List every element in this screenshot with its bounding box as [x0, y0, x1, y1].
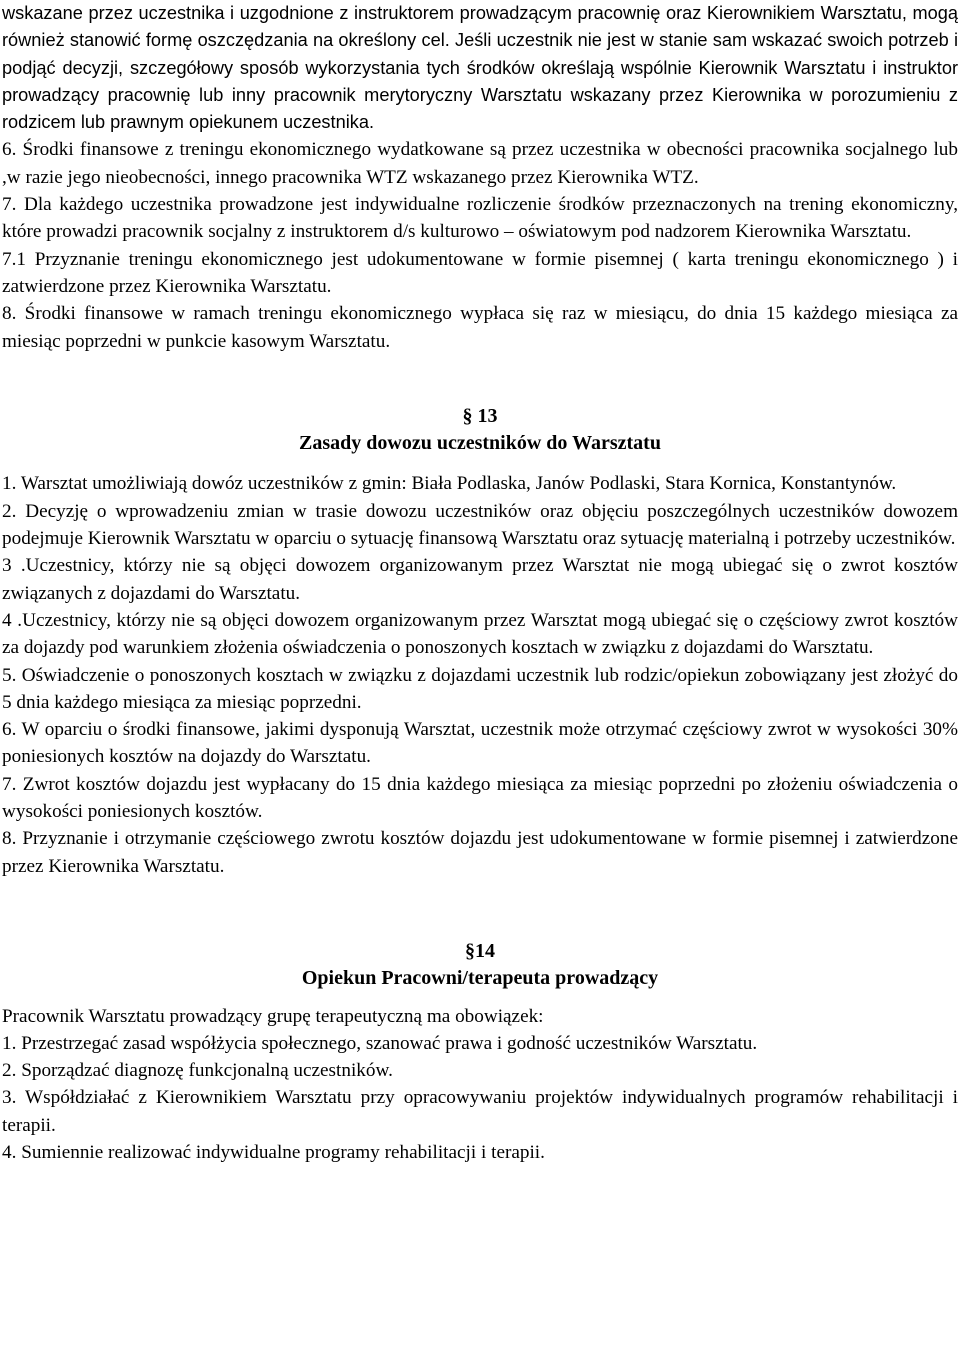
section-14-intro: Pracownik Warsztatu prowadzący grupę terapeutyczną ma obowiązek:: [2, 1005, 544, 1027]
section-14-number: [2, 938, 958, 965]
paragraph-7: 7. Dla każdego uczestnika prowadzone jest indywidualne rozliczenie środków przeznaczonych na trening ekonomiczny, które prowadzi pracownik socjalny z instruktorem d/s kulturowo – oświatowym pod nadzorem Kierownika Warsztatu.: [2, 194, 958, 243]
section-14-title: Opiekun Pracowni/terapeuta prowadzący: [301, 967, 659, 990]
section-13-item-2: 2. Decyzję o wprowadzeniu zmian w trasie dowozu uczestników oraz objęciu poszczególnych uczestników dowozem podejmuje Kierownik Warsztatu w oparciu o sytuację finansową Warsztatu oraz sytuację materialną i potrzeby uczestników.: [2, 500, 958, 550]
section-13-item-1: 1. Warsztat umożliwiają dowóz uczestników z gmin: Biała Podlaska, Janów Podlaski, Stara Kornica, Konstantynów.: [2, 473, 897, 495]
section-14: [2, 938, 958, 1166]
section-13: [2, 403, 958, 880]
section-number: 14: [475, 939, 495, 962]
section-13-item-6: 6. W oparciu o środki finansowe, jakimi dysponują Warsztat, uczestnik może otrzymać częściowy zwrot w wysokości 30% poniesionych kosztów na dojazdy do Warsztatu.: [2, 719, 958, 768]
section-sign: §: [465, 939, 475, 962]
section-13-item-7: 7. Zwrot kosztów dojazdu jest wypłacany do 15 dnia każdego miesiąca za miesiąc poprzedni po złożeniu oświadczenia o wysokości poniesionych kosztów.: [2, 773, 958, 823]
section-14-item-1: 1. Przestrzegać zasad współżycia społecznego, szanować prawa i godność uczestników Warsztatu.: [2, 1032, 758, 1054]
section-sign: §: [462, 404, 473, 427]
paragraph-continuation: wskazane przez uczestnika i uzgodnione z instruktorem prowadzącym pracownię oraz Kierownikiem Warsztatu, mogą również stanowić formę oszczędzania na określony cel. Jeśli uczestnik nie jest w stanie sam wskazać swoich potrzeb i podjąć decyzji, szczegółowy sposób wykorzystania tych środków określają wspólnie Kierownik Warsztatu i instruktor prowadzący pracownię lub inny pracownik merytoryczny Warsztatu wskazany przez Kierownika w porozumieniu z rodzicem lub prawnym opiekunem uczestnika.: [2, 3, 958, 133]
section-13-item-5: 5. Oświadczenie o ponoszonych kosztach w związku z dojazdami uczestnik lub rodzic/opiekun zobowiązany jest złożyć do 5 dnia każdego miesiąca za miesiąc poprzedni.: [2, 664, 958, 713]
section-14-item-3: 3. Współdziałać z Kierownikiem Warsztatu przy opracowywaniu projektów indywidualnych programów rehabilitacji i terapii.: [2, 1087, 958, 1136]
section-13-item-4: 4 .Uczestnicy, którzy nie są objęci dowozem organizowanym przez Warsztat mogą ubiegać się o częściowy zwrot kosztów za dojazdy pod warunkiem złożenia oświadczenia o ponoszonych kosztach w związku z dojazdami do Warsztatu.: [2, 609, 958, 659]
paragraph-6: 6. Środki finansowe z treningu ekonomicznego wydatkowane są przez uczestnika w obecności pracownika socjalnego lub ,w razie jego nieobecności, innego pracownika WTZ wskazanego przez Kierownika WTZ.: [2, 139, 958, 188]
section-13-item-3: 3 .Uczestnicy, którzy nie są objęci dowozem organizowanym przez Warsztat nie mogą ubiegać się o zwrot kosztów związanych z dojazdami do Warsztatu.: [2, 555, 958, 604]
section-number: 13: [472, 404, 498, 427]
section-13-item-8: 8. Przyznanie i otrzymanie częściowego zwrotu kosztów dojazdu jest udokumentowane w formie pisemnej i zatwierdzone przez Kierownika Warsztatu.: [2, 828, 958, 877]
paragraph-8: 8. Środki finansowe w ramach treningu ekonomicznego wypłaca się raz w miesiącu, do dnia 15 każdego miesiąca za miesiąc poprzedni w punkcie kasowym Warsztatu.: [2, 303, 958, 352]
section-13-title: Zasady dowozu uczestników do Warsztatu: [299, 432, 661, 455]
paragraph-7-1: 7.1 Przyznanie treningu ekonomicznego jest udokumentowane w formie pisemnej ( karta treningu ekonomicznego ) i zatwierdzone przez Kierownika Warsztatu.: [2, 248, 958, 297]
section-13-number: [2, 403, 958, 430]
section-14-item-2: 2. Sporządzać diagnozę funkcjonalną uczestników.: [2, 1060, 393, 1082]
section-14-item-4: 4. Sumiennie realizować indywidualne programy rehabilitacji i terapii.: [2, 1141, 545, 1163]
